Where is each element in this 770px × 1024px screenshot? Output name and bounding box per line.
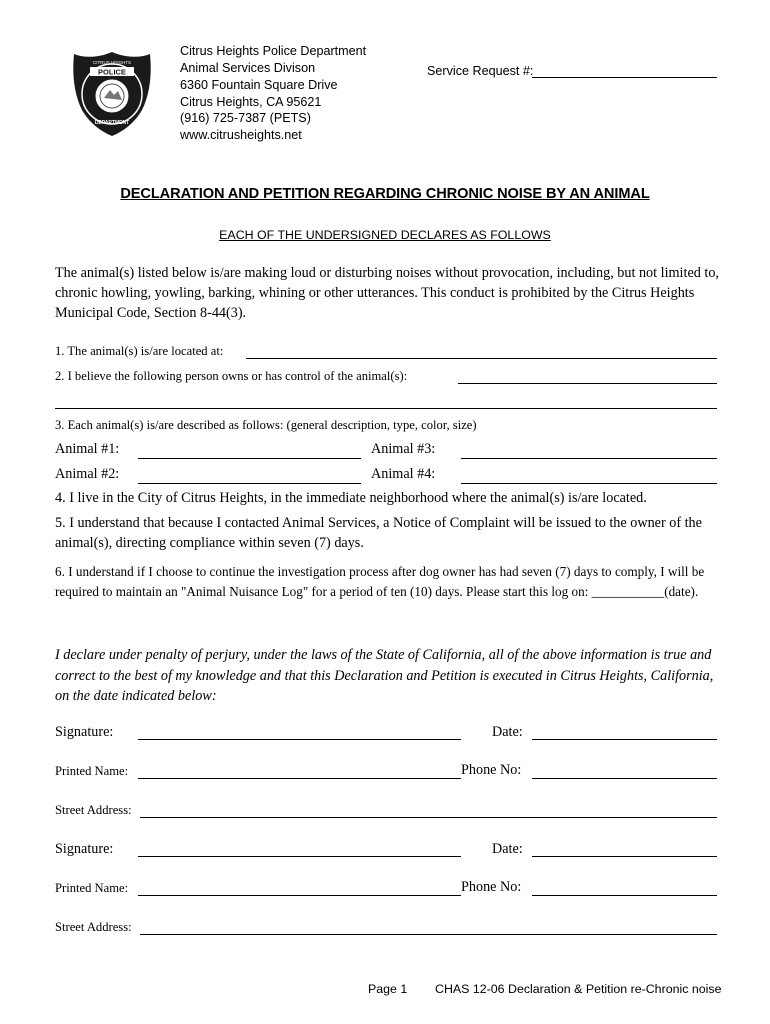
phone-1-label: Phone No: <box>461 762 522 778</box>
signature-2-label: Signature: <box>55 841 114 857</box>
badge-ring-top: CITRUS HEIGHTS <box>92 60 132 65</box>
item-2-label: 2. I believe the following person owns or has control of the animal(s): <box>55 369 408 383</box>
dept-name: Citrus Heights Police Department <box>180 44 367 58</box>
printed-name-1-field[interactable] <box>138 778 461 779</box>
document-title: DECLARATION AND PETITION REGARDING CHRONIC NOISE BY AN ANIMAL <box>120 186 650 202</box>
animal-1-label: Animal #1: <box>55 441 120 457</box>
police-badge-logo <box>68 50 156 138</box>
printed-name-1-label: Printed Name: <box>55 764 129 778</box>
animal-4-field[interactable] <box>461 483 717 484</box>
badge-ring-bottom: DEPARTMENT <box>94 120 130 126</box>
signature-1-field[interactable] <box>138 739 461 740</box>
street-1-label: Street Address: <box>55 803 132 817</box>
city-line: Citrus Heights, CA 95621 <box>180 95 322 109</box>
animal-4-label: Animal #4: <box>371 466 436 482</box>
location-field[interactable] <box>246 358 717 359</box>
form-code: CHAS 12-06 Declaration & Petition re-Chronic noise <box>435 982 722 996</box>
printed-name-2-field[interactable] <box>138 895 461 896</box>
owner-field[interactable] <box>458 383 717 384</box>
street-2-label: Street Address: <box>55 920 132 934</box>
division-name: Animal Services Divison <box>180 61 316 75</box>
intro-paragraph: The animal(s) listed below is/are making loud or disturbing noises without provocation, including, but not limited to, chronic howling, yowling, barking, whining or other utterances. This conduct is prohibited by the Citrus Heights Municipal Code, Section 8-44(3). <box>55 265 719 321</box>
item-1-label: 1. The animal(s) is/are located at: <box>55 344 224 358</box>
item-6-text: 6. I understand if I choose to continue the investigation process after dog owner has had seven (7) days to comply, I will be required to maintain an "Animal Nuisance Log" for a period of ten (10) days. Please start this log on: ___________(date). <box>55 564 705 599</box>
signature-1-label: Signature: <box>55 724 114 740</box>
item-5-text: 5. I understand that because I contacted Animal Services, a Notice of Complaint will be issued to the owner of the animal(s), directing compliance within seven (7) days. <box>55 515 702 551</box>
phone-1-field[interactable] <box>532 778 717 779</box>
animal-1-field[interactable] <box>138 458 361 459</box>
animal-3-field[interactable] <box>461 458 717 459</box>
item-3-label: 3. Each animal(s) is/are described as follows: (general description, type, color, size) <box>55 418 477 432</box>
owner-field-line-2[interactable] <box>55 408 717 409</box>
street-line: 6360 Fountain Square Drive <box>180 78 338 92</box>
page-number: Page 1 <box>368 982 408 996</box>
date-1-label: Date: <box>492 724 523 740</box>
animal-2-label: Animal #2: <box>55 466 120 482</box>
website-line: www.citrusheights.net <box>180 128 302 142</box>
street-1-field[interactable] <box>140 817 717 818</box>
date-2-label: Date: <box>492 841 523 857</box>
police-badge-icon <box>68 50 156 138</box>
document-subtitle: EACH OF THE UNDERSIGNED DECLARES AS FOLLOWS <box>219 228 551 242</box>
badge-banner: POLICE <box>98 67 126 77</box>
phone-2-field[interactable] <box>532 895 717 896</box>
phone-2-label: Phone No: <box>461 879 522 895</box>
item-4-text: 4. I live in the City of Citrus Heights, in the immediate neighborhood where the animal(s) is/are located. <box>55 490 647 506</box>
service-request-label: Service Request #: <box>427 64 534 78</box>
animal-2-field[interactable] <box>138 483 361 484</box>
date-2-field[interactable] <box>532 856 717 857</box>
animal-3-label: Animal #3: <box>371 441 436 457</box>
date-1-field[interactable] <box>532 739 717 740</box>
service-request-field[interactable] <box>532 77 717 78</box>
declaration-text: I declare under penalty of perjury, under the laws of the State of California, all of the above information is true and correct to the best of my knowledge and that this Declaration and Petition is executed in Citrus Heights, California, on the date indicated below: <box>55 647 714 704</box>
signature-2-field[interactable] <box>138 856 461 857</box>
printed-name-2-label: Printed Name: <box>55 881 129 895</box>
street-2-field[interactable] <box>140 934 717 935</box>
phone-line: (916) 725-7387 (PETS) <box>180 111 311 125</box>
